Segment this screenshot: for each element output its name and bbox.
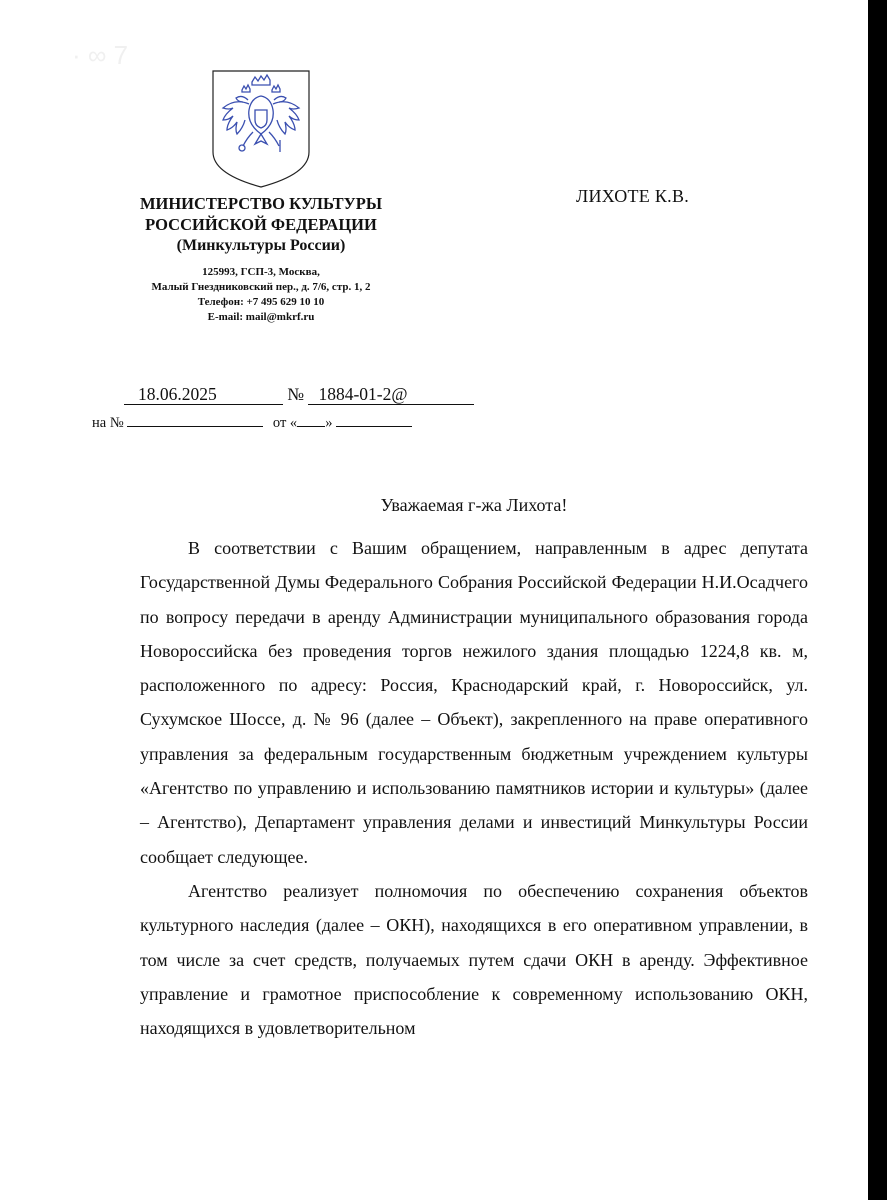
phone-line: Телефон: +7 495 629 10 10	[197, 296, 325, 308]
faint-watermark: · ∞ 7	[72, 40, 129, 70]
paragraph-2: Агентство реализует полномочия по обеспечению сохранения объектов культурного наследия (далее – ОКН), находящихся в его оперативном управлении, в том числе за счет средств, получаемых путем сдачи ОКН в аренду. Эффективное управление и грамотное приспособление к современному использованию ОКН, находящихся в удовлетворительном	[140, 880, 808, 1039]
registration-line	[124, 384, 474, 405]
ministry-short-name: (Минкультуры России)	[176, 237, 346, 254]
reference-from-label: от «	[272, 415, 298, 431]
letter-body	[140, 531, 808, 1045]
ministry-name	[112, 193, 410, 256]
number-sign: №	[287, 384, 305, 404]
address-line-1: 125993, ГСП-3, Москва,	[202, 266, 320, 278]
reference-prefix: на №	[92, 415, 124, 431]
letter-greeting: Уважаемая г-жа Лихота!	[380, 495, 568, 515]
reference-close-quote: »	[325, 415, 333, 431]
registration-number: 1884-01-2@	[308, 384, 474, 405]
reference-date-blank	[336, 412, 412, 427]
paragraph-1: В соответствии с Вашим обращением, направленным в адрес депутата Государственной Думы Федерального Собрания Российской Федерации Н.И.Осадчего по вопросу передачи в аренду Администрации муниципального образования города Новороссийска без проведения торгов нежилого здания площадью 1224,8 кв. м, расположенного по адресу: Россия, Краснодарский край, г. Новороссийск, ул. Сухумское Шоссе, д. № 96 (далее – Объект), закрепленного на праве оперативного управления за федеральным государственным бюджетным учреждением культуры «Агентство по управлению и использованию памятников истории и культуры» (далее – Агентство), Департамент управления делами и инвестиций Минкультуры России сообщает следующее.	[140, 538, 808, 867]
recipient-name: ЛИХОТЕ К.В.	[576, 186, 690, 206]
email-line: E-mail: mail@mkrf.ru	[207, 311, 315, 323]
ministry-name-line-2: РОССИЙСКОЙ ФЕДЕРАЦИИ	[145, 215, 377, 234]
reference-day-blank	[297, 412, 325, 427]
address-line-2: Малый Гнездниковский пер., д. 7/6, стр. 1, 2	[151, 281, 371, 293]
registration-date: 18.06.2025	[124, 384, 283, 405]
ministry-address-block	[112, 265, 410, 325]
ministry-name-line-1: МИНИСТЕРСТВО КУЛЬТУРЫ	[139, 194, 383, 213]
reference-number-blank	[127, 412, 263, 427]
reference-line	[92, 412, 412, 432]
double-headed-eagle-icon	[212, 70, 310, 188]
